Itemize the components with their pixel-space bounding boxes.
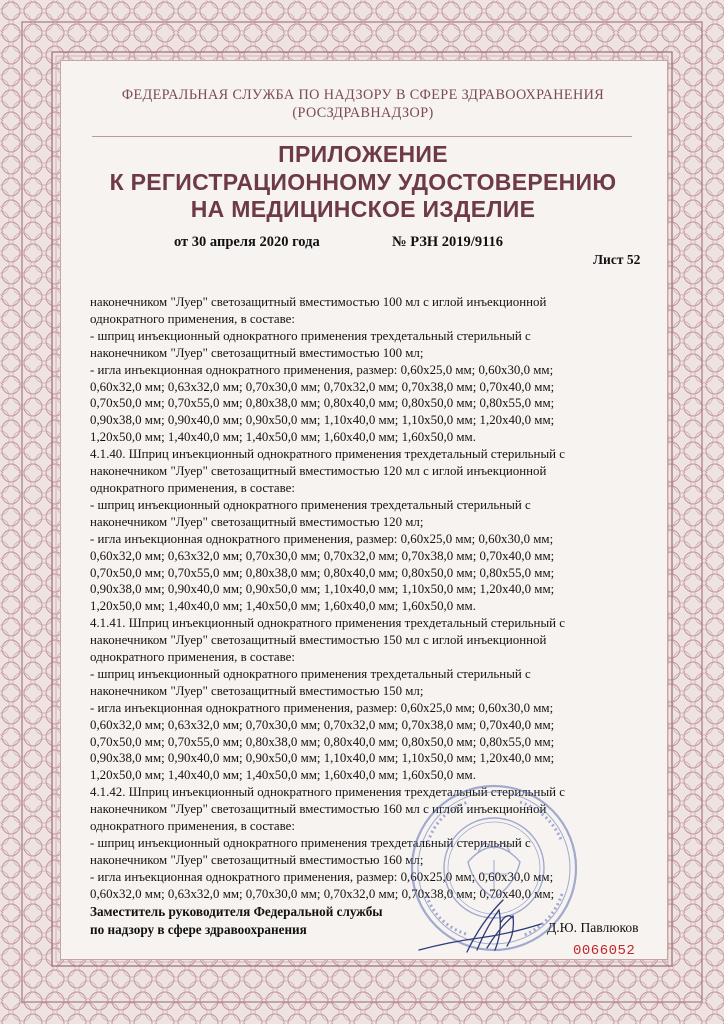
body-line: 0,60x32,0 мм; 0,63x32,0 мм; 0,70x30,0 мм; 0,70x32,0 мм; 0,70x38,0 мм; 0,70x40,0 мм; <box>90 717 555 732</box>
document-title: ПРИЛОЖЕНИЕ <box>278 141 448 167</box>
body-line: 0,70x50,0 мм; 0,70x55,0 мм; 0,80x38,0 мм; 0,80x40,0 мм; 0,80x50,0 мм; 0,80x55,0 мм; <box>90 565 555 580</box>
body-line: наконечником "Луер" светозащитный вместимостью 160 мл; <box>90 852 424 867</box>
document-subtitle-line1: К РЕГИСТРАЦИОННОМУ УДОСТОВЕРЕНИЮ <box>109 169 617 195</box>
body-line: наконечником "Луер" светозащитный вместимостью 150 мл с иглой инъекционной <box>90 633 547 648</box>
body-line: однократного применения, в составе: <box>90 311 295 326</box>
handwritten-signature-icon <box>415 892 545 957</box>
signatory-name: Д.Ю. Павлюков <box>547 920 639 935</box>
document-subtitle-line2: НА МЕДИЦИНСКОЕ ИЗДЕЛИЕ <box>190 196 536 222</box>
body-line: - игла инъекционная однократного применения, размер: 0,60x25,0 мм; 0,60x30,0 мм; <box>90 700 554 715</box>
body-line: - игла инъекционная однократного применения, размер: 0,60x25,0 мм; 0,60x30,0 мм; <box>90 531 554 546</box>
body-line: 4.1.42. Шприц инъекционный однократного применения трехдетальный стерильный с <box>90 785 565 800</box>
body-line: 1,20x50,0 мм; 1,40x40,0 мм; 1,40x50,0 мм; 1,60x40,0 мм; 1,60x50,0 мм. <box>90 430 476 445</box>
registration-number: № РЗН 2019/9116 <box>392 234 504 250</box>
body-line: однократного применения, в составе: <box>90 650 295 665</box>
body-line: 0,60x32,0 мм; 0,63x32,0 мм; 0,70x30,0 мм; 0,70x32,0 мм; 0,70x38,0 мм; 0,70x40,0 мм; <box>90 886 555 901</box>
body-line: наконечником "Луер" светозащитный вместимостью 100 мл с иглой инъекционной <box>90 295 547 309</box>
body-line: наконечником "Луер" светозащитный вместимостью 120 мл с иглой инъекционной <box>90 464 547 479</box>
issue-date: от 30 апреля 2020 года <box>174 234 320 250</box>
body-line: 1,20x50,0 мм; 1,40x40,0 мм; 1,40x50,0 мм; 1,60x40,0 мм; 1,60x50,0 мм. <box>90 768 476 783</box>
body-line: 0,90x38,0 мм; 0,90x40,0 мм; 0,90x50,0 мм; 1,10x40,0 мм; 1,10x50,0 мм; 1,20x40,0 мм; <box>90 751 555 766</box>
body-line: 0,70x50,0 мм; 0,70x55,0 мм; 0,80x38,0 мм; 0,80x40,0 мм; 0,80x50,0 мм; 0,80x55,0 мм; <box>90 396 555 411</box>
body-line: - шприц инъекционный однократного применения трехдетальный стерильный с <box>90 328 531 343</box>
body-line: - шприц инъекционный однократного применения трехдетальный стерильный с <box>90 836 531 850</box>
agency-abbreviation: (РОСЗДРАВНАДЗОР) <box>292 105 434 121</box>
body-line: 0,90x38,0 мм; 0,90x40,0 мм; 0,90x50,0 мм; 1,10x40,0 мм; 1,10x50,0 мм; 1,20x40,0 мм; <box>90 582 555 597</box>
header-divider <box>92 136 632 137</box>
agency-name: ФЕДЕРАЛЬНАЯ СЛУЖБА ПО НАДЗОРУ В СФЕРЕ ЗДРАВООХРАНЕНИЯ <box>121 87 605 103</box>
body-line: - шприц инъекционный однократного применения трехдетальный стерильный с <box>90 666 531 681</box>
body-line: наконечником "Луер" светозащитный вместимостью 150 мл; <box>90 683 424 698</box>
body-line: наконечником "Луер" светозащитный вместимостью 160 мл с иглой инъекционной <box>90 802 547 817</box>
body-line: - игла инъекционная однократного применения, размер: 0,60x25,0 мм; 0,60x30,0 мм; <box>90 869 554 884</box>
body-line: - игла инъекционная однократного применения, размер: 0,60x25,0 мм; 0,60x30,0 мм; <box>90 362 554 377</box>
body-line: - шприц инъекционный однократного применения трехдетальный стерильный с <box>90 497 531 512</box>
serial-number: 0066052 <box>573 943 636 959</box>
body-line: 1,20x50,0 мм; 1,40x40,0 мм; 1,40x50,0 мм; 1,60x40,0 мм; 1,60x50,0 мм. <box>90 599 476 614</box>
body-line: однократного применения, в составе: <box>90 819 295 834</box>
signatory-position-line2: по надзору в сфере здравоохранения <box>90 922 307 937</box>
sheet-number: Лист 52 <box>593 252 641 267</box>
body-line: 0,60x32,0 мм; 0,63x32,0 мм; 0,70x30,0 мм; 0,70x32,0 мм; 0,70x38,0 мм; 0,70x40,0 мм; <box>90 548 555 563</box>
body-line: 4.1.41. Шприц инъекционный однократного применения трехдетальный стерильный с <box>90 616 565 631</box>
body-line: 0,70x50,0 мм; 0,70x55,0 мм; 0,80x38,0 мм; 0,80x40,0 мм; 0,80x50,0 мм; 0,80x55,0 мм; <box>90 734 555 749</box>
body-line: 0,90x38,0 мм; 0,90x40,0 мм; 0,90x50,0 мм; 1,10x40,0 мм; 1,10x50,0 мм; 1,20x40,0 мм; <box>90 413 555 428</box>
body-line: наконечником "Луер" светозащитный вместимостью 100 мл; <box>90 345 424 360</box>
body-line: 4.1.40. Шприц инъекционный однократного применения трехдетальный стерильный с <box>90 447 565 462</box>
body-line: однократного применения, в составе: <box>90 480 295 495</box>
body-line: 0,60x32,0 мм; 0,63x32,0 мм; 0,70x30,0 мм; 0,70x32,0 мм; 0,70x38,0 мм; 0,70x40,0 мм; <box>90 379 555 394</box>
signatory-position-line1: Заместитель руководителя Федеральной службы <box>90 904 383 919</box>
body-line: наконечником "Луер" светозащитный вместимостью 120 мл; <box>90 514 424 529</box>
